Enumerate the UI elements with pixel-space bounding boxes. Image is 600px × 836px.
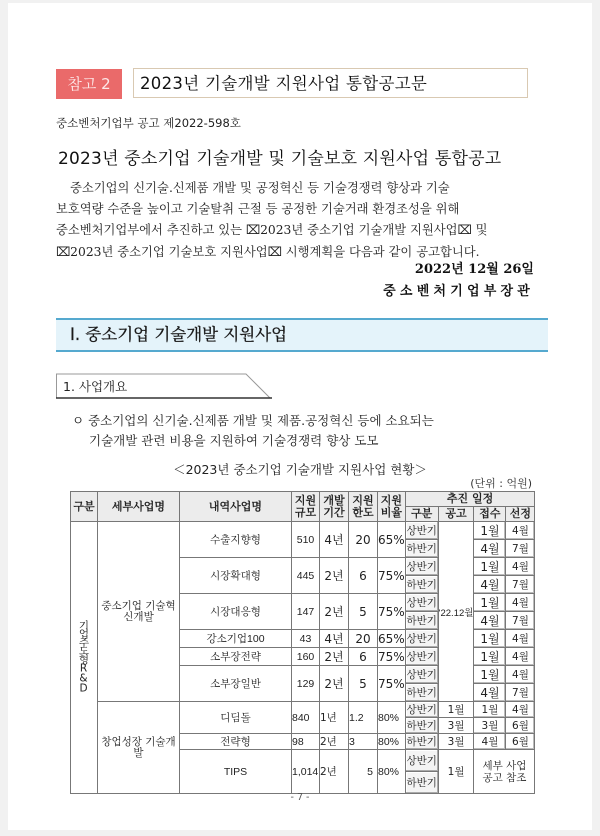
header-sched-half: 구분	[405, 507, 438, 522]
ratio-cell: 80%	[378, 750, 406, 794]
limit-cell: 1.2	[349, 702, 378, 734]
limit-cell: 5	[349, 594, 378, 630]
ratio-cell: 65%	[378, 631, 405, 646]
receipt-cell: 1월	[474, 630, 506, 648]
category-cell	[71, 522, 98, 794]
subprogram-cell: 수출지향형	[180, 522, 292, 558]
subsection-title: 1. 사업개요	[63, 379, 128, 394]
table-row	[71, 702, 535, 718]
receipt-cell: 1월	[474, 594, 506, 612]
select-cell: 4월	[506, 702, 535, 718]
select-cell: 7월	[506, 612, 535, 630]
limit-cell: 6	[349, 558, 378, 594]
limit-cell: 5	[349, 666, 378, 702]
body-line: ⌧2023년 중소기업 기술보호 지원사업⌧ 시행계획을 다음과 같이 공고합니다.	[56, 244, 480, 259]
subsection-heading	[56, 373, 276, 398]
announcement-body	[56, 178, 534, 263]
scale-cell: 840	[292, 702, 320, 734]
ratio-cell: 75%	[378, 666, 406, 702]
announcement-date: 2022년 12월 26일	[414, 262, 534, 277]
header-limit: 지원 한도	[349, 492, 378, 522]
receipt-cell: 4월	[474, 684, 506, 702]
scale-cell: 147	[292, 594, 320, 630]
period-cell: 4년	[320, 522, 349, 558]
half-cell: 상반기	[405, 702, 438, 718]
notice-cell: 1월	[438, 750, 474, 794]
select-cell: 7월	[506, 576, 535, 594]
select-cell: 7월	[506, 684, 535, 702]
select-cell: 4월	[506, 666, 535, 684]
table-unit: (단위 : 억원)	[470, 477, 532, 490]
bullet-line: 기술개발 관련 비용을 지원하여 기술경쟁력 향상 도모	[89, 433, 379, 448]
limit-cell: 6	[349, 648, 378, 666]
ratio-cell: 75%	[378, 649, 405, 664]
period-cell: 2년	[320, 648, 349, 666]
bullet-marker: ㅇ	[72, 413, 85, 428]
limit-cell: 20	[349, 630, 378, 648]
notice-cell: 3월	[438, 718, 474, 734]
receipt-cell: 3월	[474, 718, 506, 734]
body-line: 중소벤처기업부에서 추진하고 있는 ⌧2023년 중소기업 기술개발 지원사업⌧ 및	[56, 223, 488, 238]
subprogram-cell: 전략형	[180, 734, 292, 750]
limit-cell: 5	[349, 750, 378, 794]
subprogram-cell: 소부장전략	[180, 648, 292, 666]
receipt-cell: 4월	[474, 734, 506, 750]
subprogram-cell: 시장확대형	[180, 558, 292, 594]
header-period: 개발 기간	[320, 492, 349, 522]
reference-tag: 참고 2	[56, 69, 122, 99]
scale-cell: 160	[292, 648, 320, 666]
overview-bullet	[72, 411, 434, 451]
ratio-cell: 80%	[378, 734, 406, 750]
subprogram-cell: TIPS	[180, 750, 292, 794]
program-cell: 창업성장 기술개발	[98, 702, 180, 794]
header-sched-select: 선정	[506, 507, 535, 522]
select-cell: 6월	[506, 718, 535, 734]
header-schedule: 추진 일정	[405, 492, 535, 507]
scale-cell: 445	[292, 558, 320, 594]
half-cell: 하반기	[405, 718, 438, 734]
category-label: 기업주도형R&D	[77, 619, 90, 693]
select-cell: 4월	[506, 522, 535, 540]
ratio-cell: 80%	[378, 702, 406, 734]
support-program-table	[70, 491, 535, 794]
half-cell: 상반기	[405, 630, 438, 648]
header-scale: 지원 규모	[292, 492, 320, 522]
subprogram-cell: 강소기업100	[180, 630, 292, 648]
subprogram-cell: 디딤돌	[180, 702, 292, 734]
body-line: 보호역량 수준을 높이고 기술탈취 근절 등 공정한 기술거래 환경조성을 위해	[56, 202, 460, 217]
table-caption: ＜2023년 중소기업 기술개발 지원사업 현황＞	[173, 462, 427, 477]
ratio-cell: 65%	[378, 522, 406, 558]
note-cell: 세부 사업공고 참조	[474, 750, 535, 794]
select-cell: 7월	[506, 540, 535, 558]
scale-cell: 43	[292, 630, 320, 648]
scale-cell: 1,014	[292, 750, 320, 794]
body-line: 중소기업의 신기술.신제품 개발 및 공정혁신 등 기술경쟁력 향상과 기술	[70, 181, 450, 195]
half-cell: 하반기	[405, 612, 438, 630]
notice-cell: '22.12월	[438, 522, 474, 702]
subprogram-cell: 소부장일반	[180, 666, 292, 702]
subprogram-cell: 시장대응형	[180, 594, 292, 630]
section-title: Ⅰ. 중소기업 기술개발 지원사업	[70, 325, 288, 344]
half-cell: 상반기	[405, 558, 438, 576]
bullet-line: 중소기업의 신기술.신제품 개발 및 제품.공정혁신 등에 소요되는	[88, 413, 434, 428]
header-category: 구분	[71, 492, 98, 522]
receipt-cell: 1월	[474, 666, 506, 684]
scale-cell: 129	[292, 666, 320, 702]
receipt-cell: 4월	[474, 540, 506, 558]
ratio-cell: 75%	[378, 594, 406, 630]
page-number: - 7 -	[290, 792, 310, 803]
receipt-cell: 4월	[474, 612, 506, 630]
period-cell: 2년	[320, 558, 349, 594]
half-cell: 상반기	[405, 666, 438, 684]
receipt-cell: 1월	[474, 522, 506, 540]
header-sched-notice: 공고	[438, 507, 474, 522]
ratio-cell: 75%	[378, 558, 406, 594]
main-title: 2023년 중소기업 기술개발 및 기술보호 지원사업 통합공고	[58, 149, 502, 169]
reference-title: 2023년 기술개발 지원사업 통합공고문	[133, 68, 528, 98]
half-cell: 상반기	[405, 594, 438, 612]
header-subprogram: 내역사업명	[180, 492, 292, 522]
half-cell: 상반기	[405, 522, 438, 540]
limit-cell: 3	[349, 734, 378, 750]
half-cell: 하반기	[405, 734, 438, 750]
header-ratio: 지원 비율	[378, 492, 406, 522]
scale-cell: 98	[292, 734, 320, 750]
half-cell: 하반기	[405, 772, 438, 794]
notice-number: 중소벤처기업부 공고 제2022-598호	[56, 116, 241, 130]
select-cell: 4월	[506, 648, 535, 666]
period-cell: 2년	[320, 594, 349, 630]
half-cell: 하반기	[405, 576, 438, 594]
section-heading	[56, 318, 548, 352]
notice-cell: 3월	[438, 734, 474, 750]
period-cell: 2년	[320, 734, 349, 750]
receipt-cell: 4월	[474, 576, 506, 594]
receipt-cell: 1월	[474, 648, 506, 666]
header-program: 세부사업명	[98, 492, 180, 522]
scale-cell: 510	[292, 522, 320, 558]
select-cell: 6월	[506, 734, 535, 750]
notice-cell: 1월	[438, 702, 474, 718]
period-cell: 2년	[320, 750, 349, 794]
select-cell: 4월	[506, 630, 535, 648]
half-cell: 상반기	[405, 750, 438, 772]
select-cell: 4월	[506, 594, 535, 612]
receipt-cell: 1월	[474, 702, 506, 718]
program-cell: 중소기업 기술혁신개발	[98, 522, 180, 702]
half-cell: 하반기	[405, 540, 438, 558]
table-row	[71, 522, 535, 540]
period-cell: 1년	[320, 702, 349, 734]
select-cell: 4월	[506, 558, 535, 576]
receipt-cell: 1월	[474, 558, 506, 576]
half-cell: 상반기	[405, 648, 438, 666]
half-cell: 하반기	[405, 684, 438, 702]
signer: 중소벤처기업부장관	[383, 284, 534, 299]
period-cell: 2년	[320, 666, 349, 702]
limit-cell: 20	[349, 522, 378, 558]
period-cell: 4년	[320, 630, 349, 648]
header-sched-receipt: 접수	[474, 507, 506, 522]
